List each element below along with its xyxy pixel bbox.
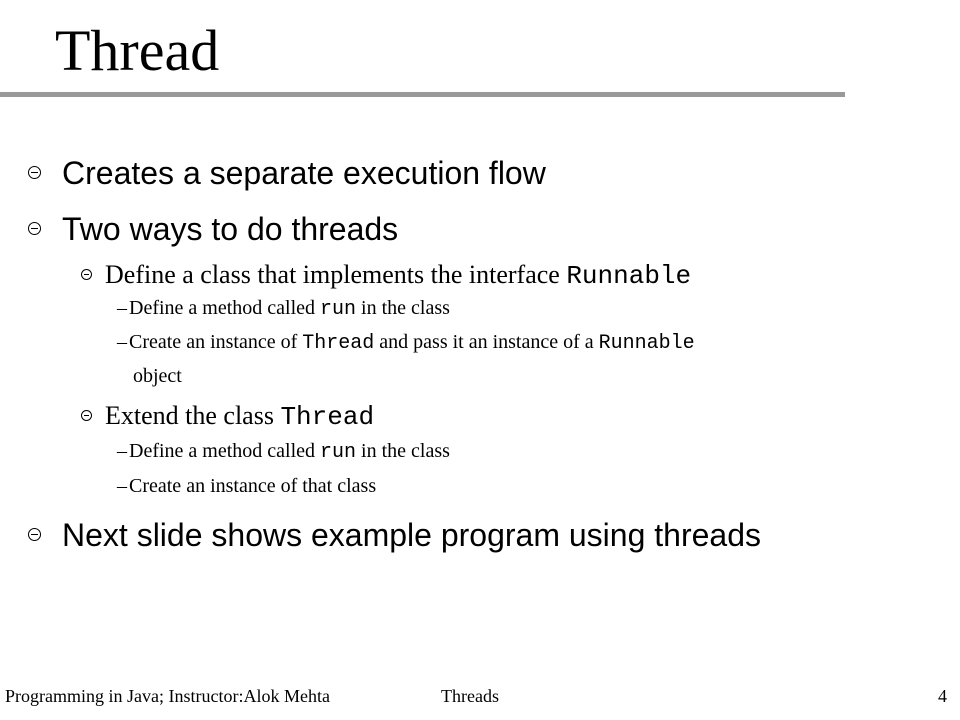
item-text: Create an instance of that class [129, 475, 377, 497]
dash-marker: – [117, 297, 127, 319]
sub-sub-item-define-run [117, 298, 450, 320]
dash-marker: – [117, 331, 127, 353]
bullet-item-1: Creates a separate execution flow [62, 155, 546, 191]
code-runnable: Runnable [566, 261, 692, 291]
circled-minus-icon [28, 166, 41, 179]
dash-marker: – [117, 440, 127, 462]
item-text: and pass it an instance of a [374, 331, 599, 353]
sub-sub-item-create-thread [117, 332, 695, 354]
item-text: in the class [356, 440, 450, 462]
sub-bullet-extend-thread [105, 403, 374, 430]
sub-bullet-runnable [105, 262, 691, 289]
code-thread: Thread [280, 402, 375, 432]
footer-topic: Threads [441, 686, 499, 706]
dash-marker: – [117, 475, 127, 497]
circled-minus-icon [28, 528, 41, 541]
item-text: in the class [356, 297, 450, 319]
code-run: run [320, 298, 357, 321]
sub-bullet-text: Define a class that implements the interface [105, 260, 567, 289]
item-continuation: object [133, 365, 182, 387]
item-text: Define a method called [129, 297, 321, 319]
item-text: Create an instance of [129, 331, 303, 353]
circled-minus-icon [81, 410, 92, 421]
code-runnable: Runnable [598, 332, 695, 355]
bullet-item-3: Next slide shows example program using threads [62, 517, 761, 553]
circled-minus-icon [81, 269, 92, 280]
footer-course: Programming in Java; Instructor:Alok Mehta [5, 686, 330, 706]
item-text: Define a method called [129, 440, 321, 462]
circled-minus-icon [28, 222, 41, 235]
sub-sub-item-define-run [117, 441, 450, 463]
code-run: run [320, 441, 357, 464]
bullet-item-2: Two ways to do threads [62, 211, 399, 247]
slide-title: Thread [55, 18, 220, 83]
sub-bullet-text: Extend the class [105, 401, 281, 430]
code-thread: Thread [302, 332, 375, 355]
footer-page-number: 4 [938, 686, 947, 706]
title-underline [0, 92, 845, 97]
sub-sub-item-create-instance [117, 476, 376, 496]
